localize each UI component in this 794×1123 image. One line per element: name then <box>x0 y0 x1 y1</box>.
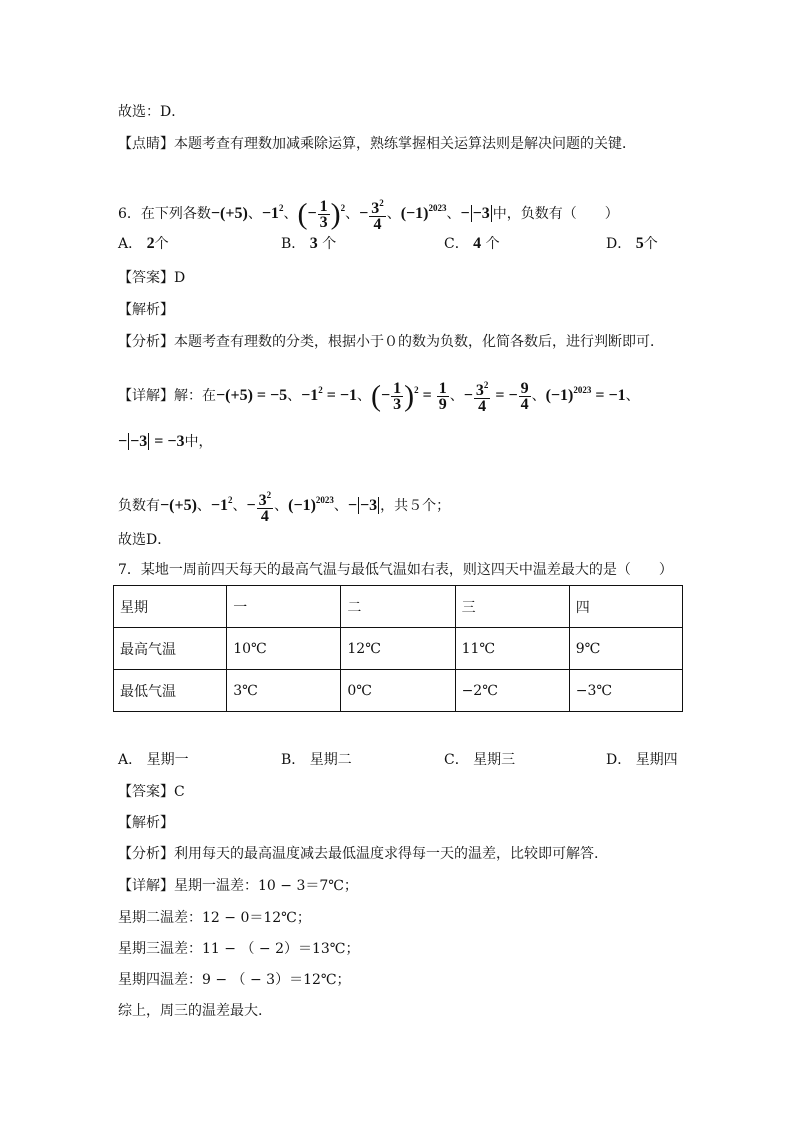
q7-analysis-label: 【解析】 <box>118 815 174 831</box>
q7-detail-1: 【详解】星期一温差：10 − 3＝7℃； <box>118 878 358 894</box>
q6-detail-line1: 【详解】解：在−(+5) = −5、$-1^2 = -1$、(− $\frac{1}{3}$ )$^2$ = $\frac{1}{9}$ 、− $\frac{3^2}{4}$ = − $\frac{9}{4}$ 、$(-1)^{2023} = -1$、 <box>118 379 640 416</box>
q7-conclusion: 综上，周三的温差最大. <box>118 1003 263 1019</box>
q7-detail-3: 星期三温差：11 − （ − 2）＝13℃； <box>118 941 360 957</box>
table-cell: −3℃ <box>569 670 682 712</box>
table-cell: 11℃ <box>455 628 569 670</box>
table-cell: 二 <box>341 586 455 628</box>
table-cell: 9℃ <box>569 628 682 670</box>
table-row <box>114 670 683 712</box>
q6-stem-prefix: 6．在下列各数 <box>118 206 211 222</box>
separator: 、 <box>283 206 298 222</box>
separator: 、 <box>345 206 360 222</box>
table-cell: 最低气温 <box>114 670 227 712</box>
separator: 、 <box>247 206 262 222</box>
table-cell: 最高气温 <box>114 628 227 670</box>
q6-negatives: 负数有−(+5)、$-1^2$、− $\frac{3^2}{4}$ 、$(-1)^{2023}$、− −3 ，共５个； <box>118 490 451 526</box>
expr-neg-plus5: −(+5) <box>210 205 248 222</box>
detail-eq1: −(+5) = −5 <box>216 387 288 404</box>
expr-neg-abs-neg3: − −3 <box>460 205 490 222</box>
q7-fenxi: 【分析】利用每天的最高温度减去最低温度求得每一天的温差，比较即可解答. <box>118 846 599 862</box>
q7-stem: 7．某地一周前四天每天的最高气温与最低气温如右表，则这四天中温差最大的是（ ） <box>118 562 673 578</box>
q6-option-c: C． 4 个 <box>444 235 500 252</box>
q7-detail-2: 星期二温差：12 − 0＝12℃； <box>118 910 311 926</box>
table-cell: 四 <box>569 586 682 628</box>
q5-choice: 故选：D． <box>118 104 186 120</box>
separator: 、 <box>446 206 461 222</box>
q6-option-b: B． 3 个 <box>281 235 337 252</box>
q6-fenxi: 【分析】本题考查有理数的分类，根据小于０的数为负数，化简各数后，进行判断即可． <box>118 334 664 350</box>
table-cell: 10℃ <box>227 628 341 670</box>
table-cell: 12℃ <box>341 628 455 670</box>
detail-eq6: − −3 = −3 <box>118 433 185 450</box>
q7-option-a: A． 星期一 <box>118 752 189 768</box>
q6-detail-line2: − −3 = −3中， <box>118 433 213 450</box>
q5-comment: 【点睛】本题考查有理数加减乘除运算，熟练掌握相关运算法则是解决问题的关键． <box>118 136 636 152</box>
q7-option-c: C． 星期三 <box>444 752 516 768</box>
q6-answer: 【答案】D <box>118 270 186 286</box>
q6-choice: 故选D． <box>118 532 172 548</box>
expr-neg-one-squared: $-1^2$ <box>261 203 284 222</box>
table-cell: 星期 <box>114 586 227 628</box>
table-cell: 三 <box>455 586 569 628</box>
q7-detail-4: 星期四温差：9 − （ − 3）＝12℃； <box>118 972 351 988</box>
q6-analysis-label: 【解析】 <box>118 302 174 318</box>
q6-stem-suffix: 中，负数有（ ） <box>492 206 619 222</box>
temperature-table <box>113 585 683 712</box>
expr-neg-one-pow-2023: $(-1)^{2023}$ <box>400 203 447 222</box>
q6-option-a: A． 2个 <box>118 235 169 252</box>
detail-eq4: − $\frac{3^2}{4}$ = − $\frac{9}{4}$ <box>463 379 529 416</box>
detail-eq3: (− $\frac{1}{3}$ )$^2$ = $\frac{1}{9}$ <box>370 379 447 413</box>
separator: 、 <box>386 206 401 222</box>
table-cell: 0℃ <box>341 670 455 712</box>
expr-neg-third-squared: (− $\frac{1}{3}$ )$^2$ <box>297 197 346 231</box>
table-cell: 一 <box>227 586 341 628</box>
q6-stem <box>118 190 619 232</box>
table-cell: 3℃ <box>227 670 341 712</box>
q7-option-b: B． 星期二 <box>281 752 352 768</box>
table-row <box>114 628 683 670</box>
detail-eq5: $(-1)^{2023} = -1$ <box>545 385 626 404</box>
expr-neg-three-sq-over-four: − $\frac{3^2}{4}$ <box>359 198 384 234</box>
q7-answer: 【答案】C <box>118 784 185 800</box>
table-row <box>114 586 683 628</box>
q6-option-d: D． 5个 <box>606 235 658 252</box>
detail-eq2: $-1^2 = -1$ <box>301 385 357 404</box>
q7-option-d: D． 星期四 <box>606 752 678 768</box>
table-cell: −2℃ <box>455 670 569 712</box>
